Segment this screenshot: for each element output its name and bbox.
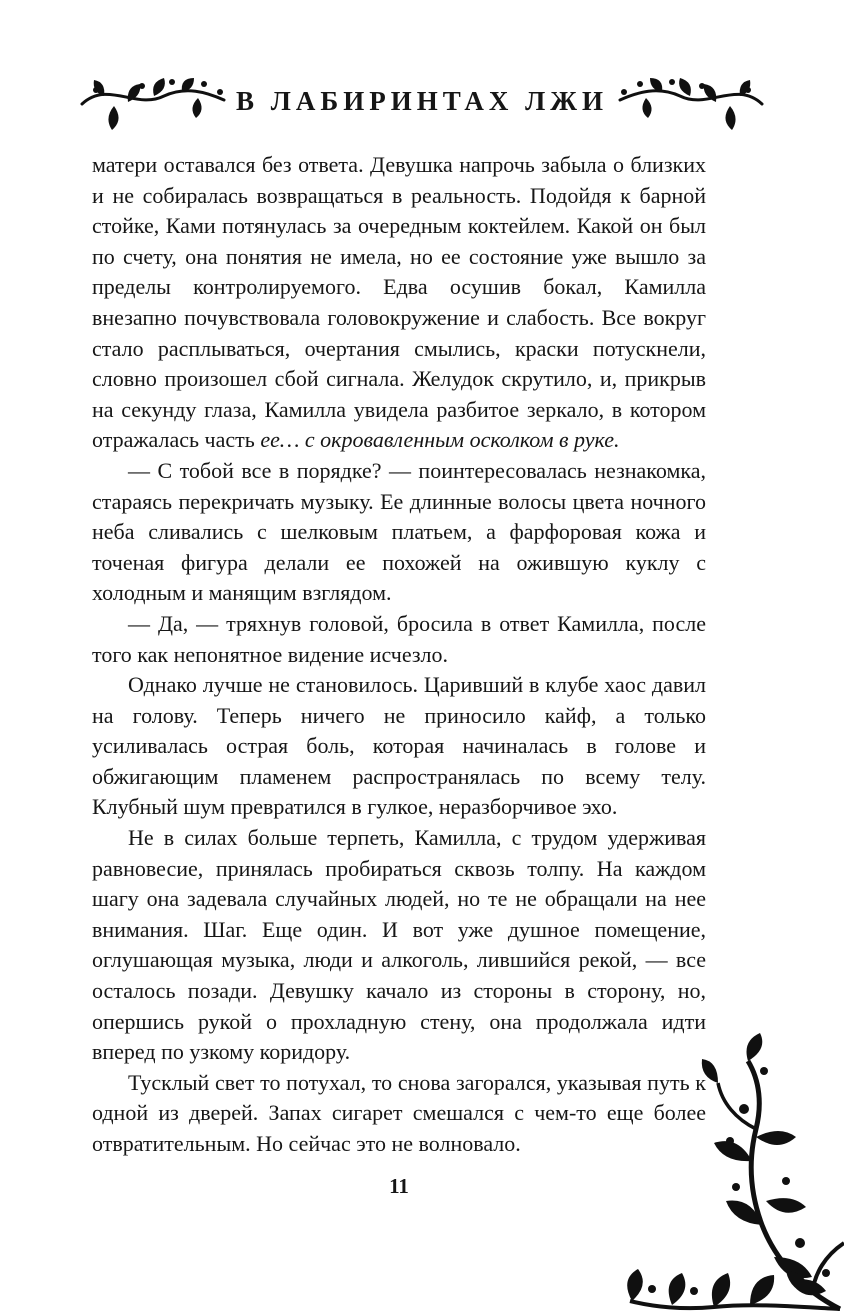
paragraph [92,609,706,670]
paragraph-text: Однако лучше не становилось. Царивший в клубе хаос давил на голову. Теперь ничего не приносило кайф, а только усиливалась острая боль, которая начиналась в голове и обжигающим пламенем распространялась по всему телу. Клубный шум превратился в гулкое, неразборчивое эхо. [92,672,706,820]
paragraph [92,670,706,823]
header-vine-ornament-left-icon [78,66,228,136]
paragraph-text: Тусклый свет то потухал, то снова загорался, указывая путь к одной из дверей. Запах сигарет смешался с чем-то еще более отвратительным. Но сейчас это не волновало. [92,1069,706,1156]
paragraph-text: матери оставался без ответа. Девушка напрочь забыла о близких и не собиралась возвращаться в реальность. Подойдя к барной стойке, Ками потянулась за очередным коктейлем. Какой он был по счету, она понятия не имела, но ее состояние уже вышло за пределы контролируемого. Едва осушив бокал, Камилла внезапно почувствовала головокружение и слабость. Все вокруг стало расплываться, очертания смылись, краски потускнели, словно произошел сбой сигнала. Желудок скрутило, и, прикрыв на секунду глаза, Камилла увидела разбитое зеркало, в котором отражалась часть [92,152,706,453]
body-text [92,150,706,1160]
header-vine-ornament-right-icon [616,66,766,136]
paragraph-italic-text: ее… с окровавленным осколком в руке. [260,427,620,453]
paragraph-text: Не в силах больше терпеть, Камилла, с трудом удерживая равновесие, принялась пробираться сквозь толпу. На каждом шагу она задевала случайных людей, но те не обращали на нее внимания. Шаг. Еще один. И вот уже душное помещение, оглушающая музыка, люди и алкоголь, лившийся рекой, — все осталось позади. Девушку качало из стороны в сторону, но, опершись рукой о прохладную стену, она продолжала идти вперед по узкому коридору. [92,825,706,1065]
paragraph-text: — Да, — тряхнув головой, бросила в ответ Камилла, после того как непонятное видение исчезло. [92,610,706,667]
corner-vine-ornament-icon [504,1011,844,1311]
paragraph-text: — С тобой все в порядке? — поинтересовалась незнакомка, стараясь перекричать музыку. Ее длинные волосы цвета ночного неба сливались с шелковым платьем, а фарфоровая кожа и точеная фигура делали ее похожей на ожившую куклу с холодным и манящим взглядом. [92,457,706,606]
paragraph [92,150,706,456]
page-number: 11 [389,1174,409,1198]
paragraph [92,456,706,609]
chapter-header [0,66,844,136]
running-title: В ЛАБИРИНТАХ ЛЖИ [236,85,608,116]
